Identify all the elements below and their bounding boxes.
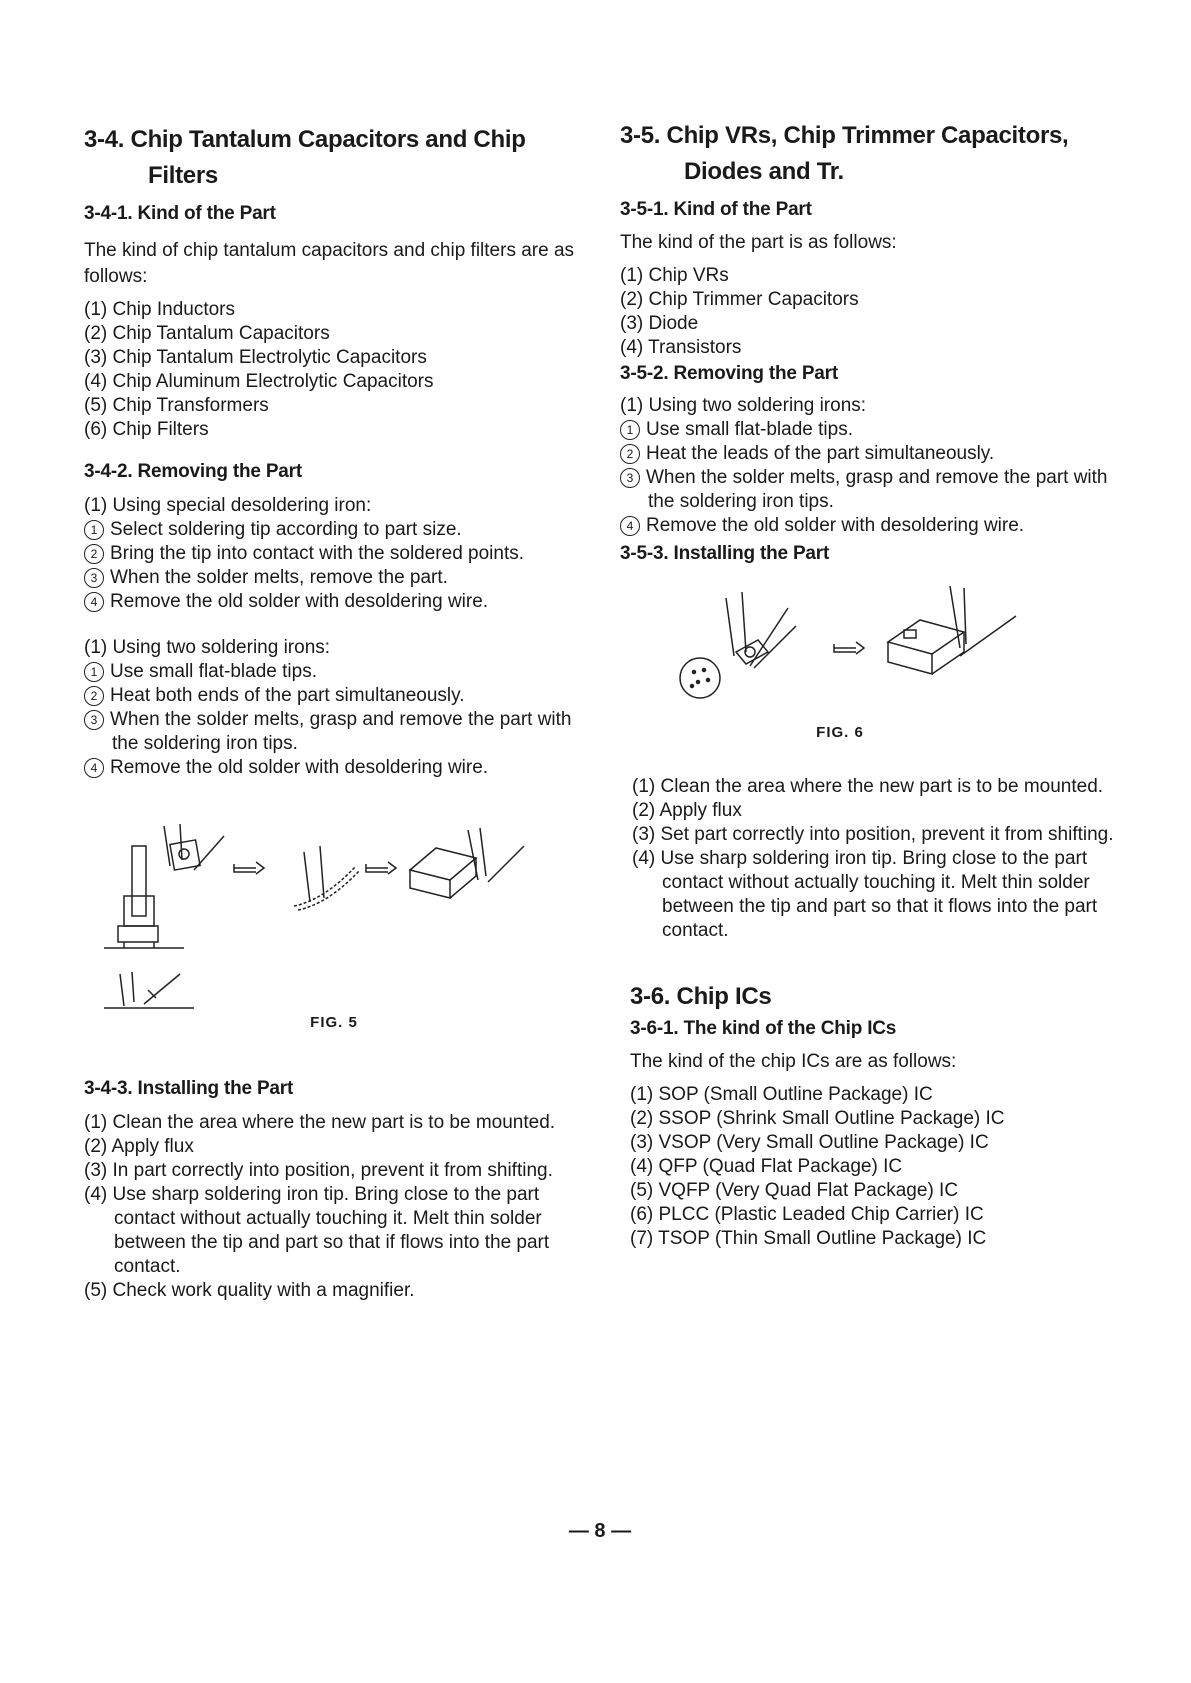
step-number: 2 <box>620 444 640 464</box>
list-item: 4 Remove the old solder with desoldering wire. <box>84 756 584 780</box>
list-item: (5) VQFP (Very Quad Flat Package) IC <box>630 1180 959 1201</box>
list-item: (1) Clean the area where the new part is to be mounted. <box>632 776 1104 797</box>
list-item: 3 When the solder melts, remove the part. <box>84 566 584 590</box>
list-item: (3) Diode <box>620 313 699 334</box>
list-item: (4) Use sharp soldering iron tip. Bring close to the part contact without actually touching it. Melt thin solder between the tip and part so that if flows into the part contact. <box>84 1184 550 1277</box>
list-item: (3) Set part correctly into position, prevent it from shifting. <box>632 824 1114 845</box>
step-number: 2 <box>84 544 104 564</box>
list-item: 2 Bring the tip into contact with the soldered points. <box>84 542 584 566</box>
chip-install-drawing <box>410 828 524 898</box>
heading-3-4-3: 3-4-3. Installing the Part <box>84 1078 294 1099</box>
list-item: (3) VSOP (Very Small Outline Package) IC <box>630 1132 989 1153</box>
step-number: 1 <box>620 420 640 440</box>
section-3-6-body <box>620 1015 1120 1251</box>
list-item: (5) Chip Transformers <box>84 395 269 416</box>
list-item: (2) Chip Trimmer Capacitors <box>620 289 859 310</box>
intro-3-5-1: The kind of the part is as follows: <box>620 232 897 253</box>
figure-6-caption: FIG. 6 <box>816 724 864 741</box>
magnified-solder-drawing <box>680 658 720 698</box>
arrow-icon <box>834 642 864 654</box>
list-item: (4) Chip Aluminum Electrolytic Capacitors <box>84 371 434 392</box>
list-item: 2 Heat the leads of the part simultaneously. <box>620 442 1120 466</box>
list-item: 1 Select soldering tip according to part size. <box>84 518 584 542</box>
section-3-6-title: 3-6. Chip ICs <box>630 983 772 1010</box>
list-item: (2) SSOP (Shrink Small Outline Package) IC <box>630 1108 1005 1129</box>
page-number: — 8 — <box>568 1520 632 1542</box>
fig6-illustration <box>620 586 1060 716</box>
list-item: (1) Chip VRs <box>620 265 729 286</box>
list-item: (1) Chip Inductors <box>84 299 236 320</box>
step-number: 2 <box>84 686 104 706</box>
list-item: (3) Chip Tantalum Electrolytic Capacitors <box>84 347 427 368</box>
fig5-illustration <box>84 806 564 1026</box>
list-item: (2) Apply flux <box>632 800 742 821</box>
list-3-5-2 <box>620 394 1120 538</box>
list-3-5-1 <box>620 264 1120 360</box>
section-3-4-title: 3-4. Chip Tantalum Capacitors and Chip Filters <box>84 126 526 189</box>
heading-3-6-1: 3-6-1. The kind of the Chip ICs <box>630 1018 897 1039</box>
left-column <box>84 122 584 1303</box>
list-3-4-2-method2 <box>84 636 584 780</box>
figure-5 <box>84 806 584 1026</box>
figure-6 <box>620 586 1120 716</box>
solder-wick-drawing <box>294 846 360 910</box>
list-item: (4) Transistors <box>620 337 742 358</box>
list-item: (6) Chip Filters <box>84 419 209 440</box>
step-number: 3 <box>84 568 104 588</box>
step-number: 3 <box>620 468 640 488</box>
list-3-4-3 <box>84 1111 584 1303</box>
step-number: 4 <box>84 758 104 778</box>
chip-vr-with-irons-drawing <box>726 592 796 668</box>
list-item: (7) TSOP (Thin Small Outline Package) IC <box>630 1228 987 1249</box>
arrow-icon <box>234 862 264 874</box>
list-item: (6) PLCC (Plastic Leaded Chip Carrier) IC <box>630 1204 984 1225</box>
list-item: 2 Heat both ends of the part simultaneously. <box>84 684 584 708</box>
figure-5-caption: FIG. 5 <box>310 1014 358 1031</box>
step-number: 3 <box>84 710 104 730</box>
list-item: 3 When the solder melts, grasp and remove the part with the soldering iron tips. <box>84 708 584 756</box>
right-column <box>620 118 1120 1251</box>
list-3-4-1 <box>84 298 584 442</box>
list-item: (1) Using two soldering irons: <box>620 395 867 416</box>
list-item: (1) Using two soldering irons: <box>84 637 331 658</box>
step-number: 4 <box>620 516 640 536</box>
step-number: 4 <box>84 592 104 612</box>
list-3-4-2-method1 <box>84 494 584 614</box>
heading-3-5-2: 3-5-2. Removing the Part <box>620 363 838 384</box>
list-item: (2) Chip Tantalum Capacitors <box>84 323 330 344</box>
list-item: (1) Clean the area where the new part is to be mounted. <box>84 1112 556 1133</box>
list-item: (2) Apply flux <box>84 1136 194 1157</box>
list-item: 1 Use small flat-blade tips. <box>84 660 584 684</box>
list-item: (3) In part correctly into position, prevent it from shifting. <box>84 1160 553 1181</box>
list-item: (1) SOP (Small Outline Package) IC <box>630 1084 933 1105</box>
step-number: 1 <box>84 520 104 540</box>
list-item: (5) Check work quality with a magnifier. <box>84 1280 415 1301</box>
list-item: (4) Use sharp soldering iron tip. Bring close to the part contact without actually touching it. Melt thin solder between the tip and part so that it flows into the part contact. <box>632 848 1098 941</box>
list-item: 4 Remove the old solder with desoldering wire. <box>84 590 584 614</box>
list-3-5-3 <box>620 775 1120 943</box>
tip-closeup-drawing <box>104 972 194 1008</box>
intro-3-6-1: The kind of the chip ICs are as follows: <box>630 1051 957 1072</box>
heading-3-5-3: 3-5-3. Installing the Part <box>620 543 830 564</box>
heading-3-5-1: 3-5-1. Kind of the Part <box>620 199 812 220</box>
heading-3-4-2: 3-4-2. Removing the Part <box>84 461 302 482</box>
list-item: 3 When the solder melts, grasp and remove the part with the soldering iron tips. <box>620 466 1120 514</box>
heading-3-4-1: 3-4-1. Kind of the Part <box>84 203 276 224</box>
list-3-6-1 <box>630 1083 1120 1251</box>
desoldering-iron-drawing <box>104 846 184 948</box>
chip-with-iron-drawing <box>164 824 224 870</box>
step-number: 1 <box>84 662 104 682</box>
list-item: 1 Use small flat-blade tips. <box>620 418 1120 442</box>
list-item: (1) Using special desoldering iron: <box>84 495 372 516</box>
list-item: (4) QFP (Quad Flat Package) IC <box>630 1156 903 1177</box>
arrow-icon <box>366 862 396 874</box>
section-3-5-title: 3-5. Chip VRs, Chip Trimmer Capacitors, Diodes and Tr. <box>620 122 1069 185</box>
list-item: 4 Remove the old solder with desoldering wire. <box>620 514 1120 538</box>
intro-3-4-1: The kind of chip tantalum capacitors and chip filters are as follows: <box>84 240 575 287</box>
chip-trimmer-install-drawing <box>888 586 1016 674</box>
